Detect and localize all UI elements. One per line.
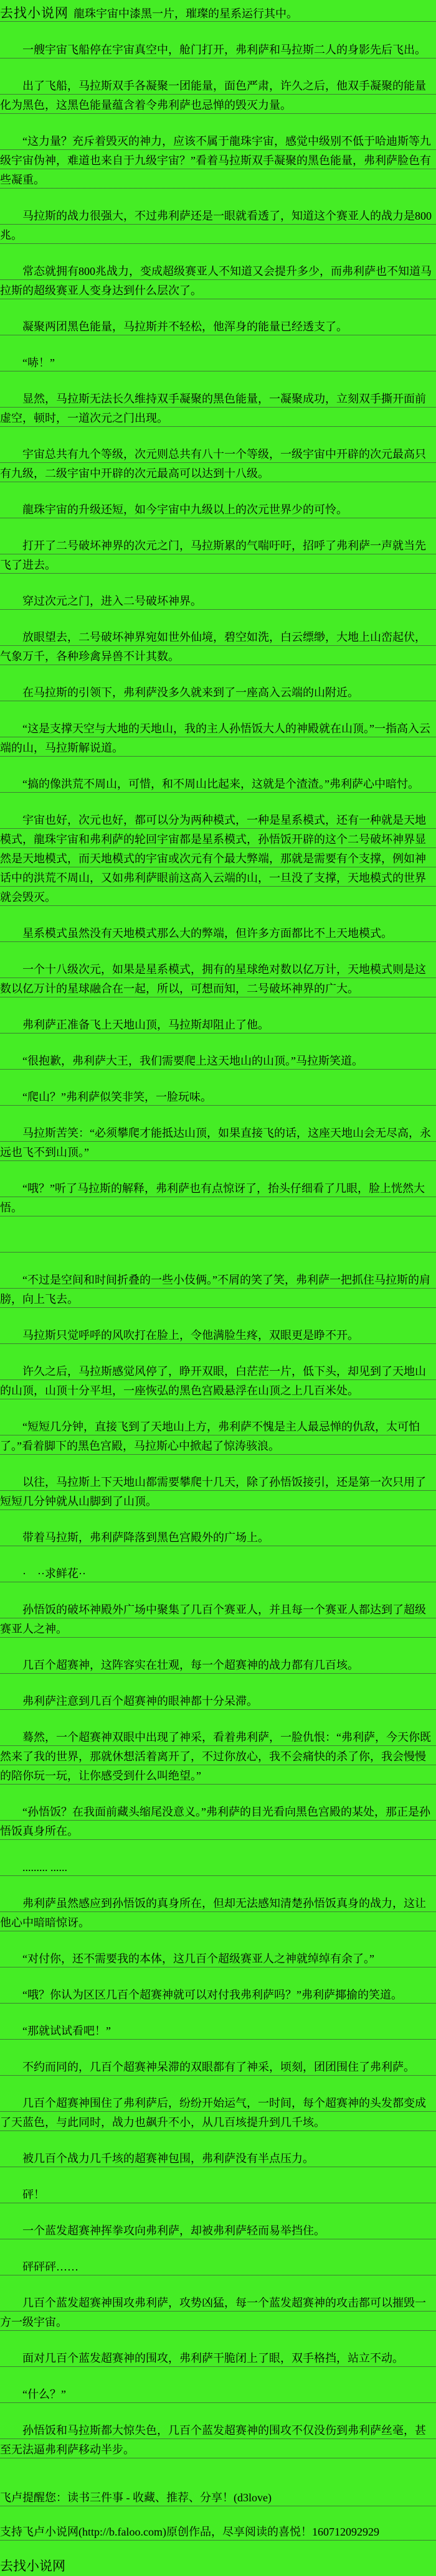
novel-paragraph: “那就试试看吧！” (0, 2022, 436, 2041)
novel-paragraph: 放眼望去，二号破坏神界宛如世外仙境，碧空如洗，白云缥缈，大地上山峦起伏，气象万千，各种珍禽异兽不计其数。 (0, 628, 436, 666)
novel-paragraph (0, 1234, 436, 1254)
novel-paragraph: 弗利萨虽然感应到孙悟饭的真身所在，但却无法感知清楚孙悟饭真身的战力，这让他心中暗暗惊讶。 (0, 1894, 436, 1933)
first-paragraph-text: 龍珠宇宙中漆黑一片，璀璨的星系运行其中。 (73, 7, 298, 20)
novel-paragraph: 不约而同的，几百个超赛神呆滞的双眼都有了神采，顷刻，团团围住了弗利萨。 (0, 2058, 436, 2077)
novel-paragraph: 龍珠宇宙的升级还短，如今宇宙中九级以上的次元世界少的可怜。 (0, 500, 436, 520)
novel-paragraph: 蓦然，一个超赛神双眼中出现了神采，看着弗利萨，一脸仇恨：“弗利萨，今天你既然来了我的世界，那就休想活着离开了，不过你放心，我不会痛快的杀了你，我会慢慢的陪你玩一玩，让你感受到什么叫绝望。” (0, 1728, 436, 1786)
novel-paragraph: “这力量？充斥着毁灭的神力，应该不属于龍珠宇宙，感觉中级别不低于哈迪斯等九级宇宙伪神，难道也来自于九级宇宙？”看着马拉斯双手凝聚的黑色能量，弗利萨脸色有些凝重。 (0, 132, 436, 190)
novel-body (0, 40, 436, 2460)
novel-paragraph: 星系模式虽然没有天地模式那么大的弊端，但许多方面都比不上天地模式。 (0, 924, 436, 943)
novel-paragraph: 穿过次元之门，进入二号破坏神界。 (0, 592, 436, 611)
novel-paragraph: ......... ...... (0, 1858, 436, 1877)
watermark-bottom: 去找小说网 (0, 2559, 65, 2574)
novel-paragraph: 几百个超赛神，这阵容实在壮观，每一个超赛神的战力都有几百垓。 (0, 1656, 436, 1675)
novel-paragraph: “孙悟饭？在我面前藏头缩尾没意义。”弗利萨的目光看向黑色宫殿的某处，那正是孙悟饭真身所在。 (0, 1803, 436, 1841)
novel-paragraph: 砰砰砰…… (0, 2257, 436, 2277)
novel-paragraph: “爬山？”弗利萨似笑非笑，一脸玩味。 (0, 1088, 436, 1107)
novel-paragraph: “哦？你认为区区几百个超赛神就可以对付我弗利萨吗？”弗利萨揶揄的笑道。 (0, 1986, 436, 2005)
footer-promo: 支持飞卢小说网(http://b.faloo.com)原创作品，尽享阅读的喜悦！160712092929 (0, 2522, 436, 2542)
novel-paragraph: 打开了二号破坏神界的次元之门，马拉斯累的气喘吁吁，招呼了弗利萨一声就当先飞了进去。 (0, 536, 436, 575)
footer-reminder: 飞卢提醒您：读书三件事 - 收藏、推荐、分享！(d3love) (0, 2488, 436, 2508)
novel-paragraph: 马拉斯的战力很强大，不过弗利萨还是一眼就看透了，知道这个赛亚人的战力是800兆。 (0, 207, 436, 245)
novel-paragraph: “很抱歉，弗利萨大王，我们需要爬上这天地山的山顶。”马拉斯笑道。 (0, 1052, 436, 1071)
novel-paragraph: 许久之后，马拉斯感觉风停了，睁开双眼，白茫茫一片，低下头，却见到了天地山的山顶，山顶十分平坦，一座恢弘的黑色宫殿悬浮在山顶之上几百米处。 (0, 1362, 436, 1401)
novel-paragraph: 几百个蓝发超赛神围攻弗利萨，攻势凶猛，每一个蓝发超赛神的攻击都可以摧毁一方一级宇宙。 (0, 2294, 436, 2332)
novel-paragraph: 出了飞船，马拉斯双手各凝聚一团能量，面色严肃，许久之后，他双手凝聚的能量化为黑色，这黑色能量蕴含着令弗利萨也忌惮的毁灭力量。 (0, 77, 436, 115)
novel-paragraph: 宇宙也好，次元也好，都可以分为两种模式，一种是星系模式，还有一种就是天地模式，龍珠宇宙和弗利萨的轮回宇宙都是星系模式，孙悟饭开辟的这个二号破坏神界显然是天地模式，而天地模式的宇宙或次元有个最大弊端，那就是需要有个支撑，例如神话中的洪荒不周山，又如弗利萨眼前这高入云端的山，一旦没了支撑，天地模式的世界就会毁灭。 (0, 811, 436, 907)
novel-paragraph: “搞的像洪荒不周山，可惜，和不周山比起来，这就是个渣渣。”弗利萨心中暗忖。 (0, 775, 436, 794)
novel-paragraph: 马拉斯只觉呼呼的风吹打在脸上，令他满脸生疼，双眼更是睁不开。 (0, 1326, 436, 1345)
novel-paragraph: “哧！” (0, 353, 436, 373)
novel-paragraph: “这是支撑天空与大地的天地山，我的主人孙悟饭大人的神殿就在山顶。”一指高入云端的山，马拉斯解说道。 (0, 719, 436, 758)
novel-paragraph: 弗利萨正准备飞上天地山顶，马拉斯却阻止了他。 (0, 1015, 436, 1035)
novel-paragraph: · ··求鲜花·· (0, 1564, 436, 1584)
novel-paragraph: “什么？” (0, 2385, 436, 2404)
footer (0, 2488, 436, 2576)
novel-paragraph: 马拉斯苦笑：“必须攀爬才能抵达山顶，如果直接飞的话，这座天地山会无尽高，永远也飞不到山顶。” (0, 1124, 436, 1162)
novel-paragraph: 孙悟饭的破坏神殿外广场中聚集了几百个赛亚人，并且每一个赛亚人都达到了超级赛亚人之神。 (0, 1600, 436, 1639)
novel-paragraph: 显然，马拉斯无法长久维持双手凝聚的黑色能量，一凝聚成功，立刻双手撕开面前虚空，顿时，一道次元之门出现。 (0, 390, 436, 428)
novel-paragraph: 在马拉斯的引领下，弗利萨没多久就来到了一座高入云端的山附近。 (0, 683, 436, 702)
novel-paragraph: 面对几百个蓝发超赛神的围攻，弗利萨干脆闭上了眼，双手格挡，站立不动。 (0, 2349, 436, 2368)
novel-paragraph: 带着马拉斯，弗利萨降落到黑色宫殿外的广场上。 (0, 1528, 436, 1547)
novel-paragraph: “对付你，还不需要我的本体，这几百个超级赛亚人之神就绰绰有余了。” (0, 1949, 436, 1969)
novel-paragraph: 一艘宇宙飞船停在宇宙真空中，舱门打开，弗利萨和马拉斯二人的身影先后飞出。 (0, 40, 436, 60)
watermark-top: 去找小说网 (0, 6, 69, 21)
novel-paragraph: 被几百个战力几千垓的超赛神包围，弗利萨没有半点压力。 (0, 2149, 436, 2168)
novel-paragraph: 一个十八级次元，如果是星系模式，拥有的星球绝对数以亿万计，天地模式则是这数以亿万计的星球融合在一起，所以，可想而知，二号破坏神界的广大。 (0, 960, 436, 999)
novel-paragraph: 孙悟饭和马拉斯都大惊失色，几百个蓝发超赛神的围攻不仅没伤到弗利萨丝毫，甚至无法逼弗利萨移动半步。 (0, 2421, 436, 2460)
novel-paragraph: 常态就拥有800兆战力，变成超级赛亚人不知道又会提升多少，而弗利萨也不知道马拉斯的超级赛亚人变身达到什么层次了。 (0, 262, 436, 301)
novel-paragraph: 几百个超赛神围住了弗利萨后，纷纷开始运气，一时间，每个超赛神的头发都变成了天蓝色，与此同时，战力也飙升不小，从几百垓提升到几千垓。 (0, 2094, 436, 2132)
novel-paragraph: “不过是空间和时间折叠的一些小伎俩。”不屑的笑了笑，弗利萨一把抓住马拉斯的肩膀，向上飞去。 (0, 1271, 436, 1309)
novel-paragraph: “短短几分钟，直接飞到了天地山上方，弗利萨不愧是主人最忌惮的仇敌，太可怕了。”看着脚下的黑色宫殿，马拉斯心中掀起了惊涛骇浪。 (0, 1417, 436, 1456)
novel-paragraph: 宇宙总共有九个等级，次元则总共有八十一个等级，一级宇宙中开辟的次元最高只有九级，二级宇宙中开辟的次元最高可以达到十八级。 (0, 445, 436, 483)
novel-paragraph: 砰！ (0, 2185, 436, 2205)
novel-paragraph: 以往，马拉斯上下天地山都需要攀爬十几天，除了孙悟饭接引，还是第一次只用了短短几分钟就从山脚到了山顶。 (0, 1473, 436, 1511)
novel-paragraph: 凝聚两团黑色能量，马拉斯并不轻松，他浑身的能量已经透支了。 (0, 317, 436, 337)
novel-paragraph: 一个蓝发超赛神挥拳攻向弗利萨，却被弗利萨轻而易举挡住。 (0, 2221, 436, 2241)
novel-first-paragraph (0, 4, 436, 24)
novel-paragraph: “哦？”听了马拉斯的解释，弗利萨也有点惊讶了，抬头仔细看了几眼，脸上恍然大悟。 (0, 1179, 436, 1218)
novel-paragraph: 弗利萨注意到几百个超赛神的眼神都十分呆滞。 (0, 1692, 436, 1711)
